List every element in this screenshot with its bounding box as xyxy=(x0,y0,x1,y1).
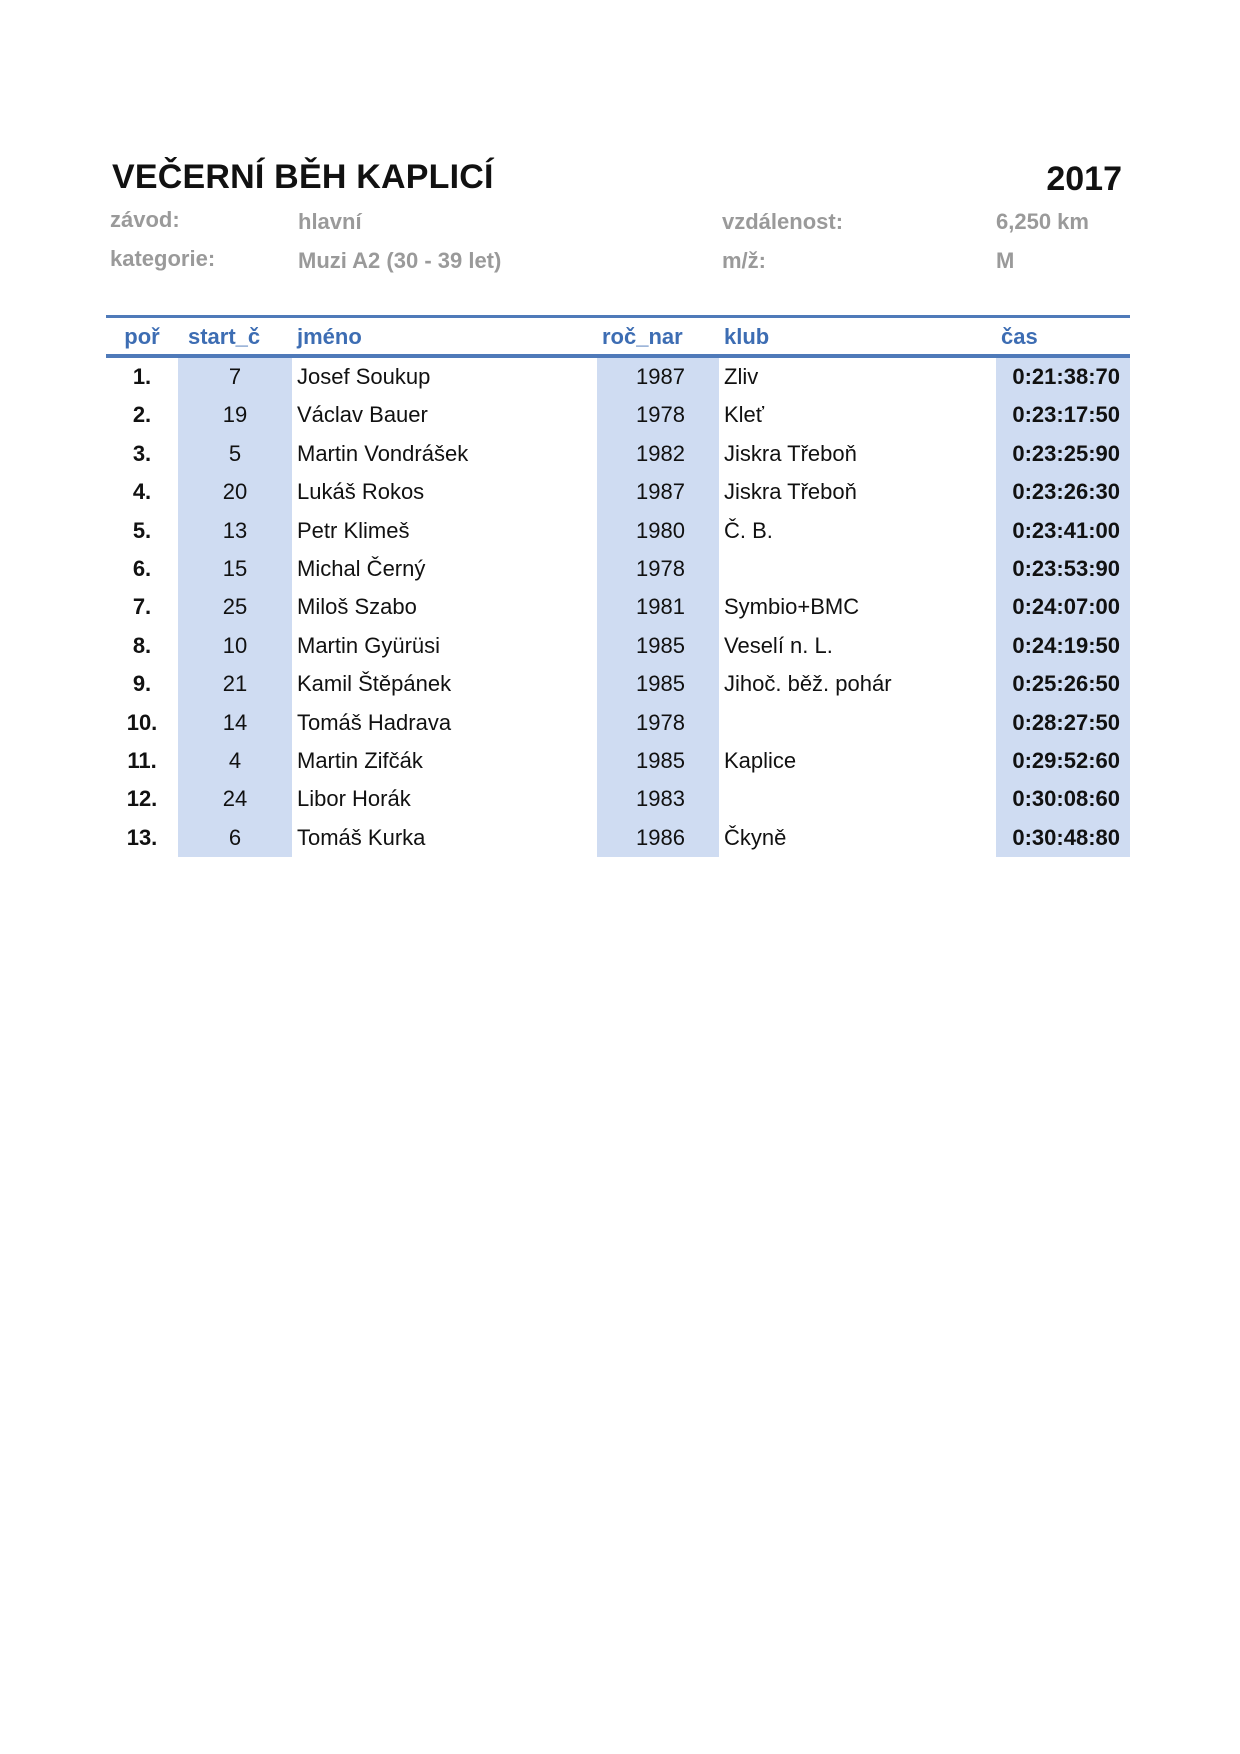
race-label: závod: xyxy=(110,207,180,232)
rank-cell: 1. xyxy=(132,364,152,389)
race-year: 2017 xyxy=(1046,160,1122,198)
column-header-club: klub xyxy=(724,324,770,349)
column-header-time: čas xyxy=(1001,324,1038,349)
rank-cell: 3. xyxy=(132,440,152,466)
rank-cell: 9. xyxy=(132,671,152,697)
birth-year-cell: 1985 xyxy=(597,627,719,665)
race-value: hlavní xyxy=(298,209,362,234)
name-cell: Tomáš Kurka xyxy=(297,824,426,850)
rank-cell: 6. xyxy=(132,555,152,581)
birth-year-cell: 1987 xyxy=(597,358,719,396)
table-row xyxy=(106,473,1130,511)
time-cell: 0:24:19:50 xyxy=(996,627,1130,665)
category-label: kategorie: xyxy=(110,246,216,271)
table-header-row xyxy=(106,318,1130,354)
birth-year-cell: 1985 xyxy=(597,665,719,703)
birth-year-cell: 1985 xyxy=(597,742,719,780)
rank-cell: 11. xyxy=(127,747,157,773)
name-cell: Josef Soukup xyxy=(297,364,431,389)
category-value: Muzi A2 (30 - 39 let) xyxy=(298,248,502,273)
birth-year-cell: 1978 xyxy=(597,396,719,434)
start-number-cell: 6 xyxy=(178,819,292,857)
time-cell: 0:24:07:00 xyxy=(996,588,1130,626)
club-cell xyxy=(719,704,996,742)
start-number-cell: 19 xyxy=(178,396,292,434)
rank-cell: 2. xyxy=(132,402,152,428)
table-row xyxy=(106,396,1130,434)
club-cell: Č. B. xyxy=(724,517,773,543)
rank-cell: 4. xyxy=(132,479,152,505)
results-table xyxy=(106,315,1130,857)
race-title: VEČERNÍ BĚH KAPLICÍ xyxy=(112,158,494,196)
table-row xyxy=(106,588,1130,626)
time-cell: 0:29:52:60 xyxy=(996,742,1130,780)
birth-year-cell: 1982 xyxy=(597,435,719,473)
time-cell: 0:21:38:70 xyxy=(996,358,1130,396)
distance-value: 6,250 km xyxy=(996,209,1089,234)
club-cell: Symbio+BMC xyxy=(724,594,860,620)
time-cell: 0:23:25:90 xyxy=(996,435,1130,473)
table-row xyxy=(106,742,1130,780)
birth-year-cell: 1980 xyxy=(597,512,719,550)
club-cell: Jiskra Třeboň xyxy=(724,479,857,505)
club-cell xyxy=(719,780,996,818)
club-cell: Zliv xyxy=(724,364,759,389)
birth-year-cell: 1987 xyxy=(597,473,719,511)
start-number-cell: 7 xyxy=(178,358,292,396)
name-cell: Kamil Štěpánek xyxy=(297,671,452,697)
table-row xyxy=(106,665,1130,703)
table-body xyxy=(106,358,1130,857)
start-number-cell: 14 xyxy=(178,704,292,742)
start-number-cell: 10 xyxy=(178,627,292,665)
rank-cell: 13. xyxy=(126,824,158,850)
name-cell: Libor Horák xyxy=(297,786,411,812)
start-number-cell: 25 xyxy=(178,588,292,626)
club-cell xyxy=(719,550,996,588)
start-number-cell: 20 xyxy=(178,473,292,511)
time-cell: 0:23:26:30 xyxy=(996,473,1130,511)
table-row xyxy=(106,512,1130,550)
column-header-start: start_č xyxy=(188,324,261,349)
table-row xyxy=(106,435,1130,473)
time-cell: 0:30:08:60 xyxy=(996,780,1130,818)
start-number-cell: 21 xyxy=(178,665,292,703)
sex-label: m/ž: xyxy=(722,248,766,273)
club-cell: Čkyně xyxy=(724,824,787,850)
time-cell: 0:23:53:90 xyxy=(996,550,1130,588)
club-cell: Kaplice xyxy=(724,747,797,773)
rank-cell: 12. xyxy=(126,786,158,812)
rank-cell: 5. xyxy=(132,517,152,543)
name-cell: Miloš Szabo xyxy=(297,594,417,620)
start-number-cell: 5 xyxy=(178,435,292,473)
rank-cell: 10. xyxy=(126,709,158,735)
time-cell: 0:25:26:50 xyxy=(996,665,1130,703)
start-number-cell: 24 xyxy=(178,780,292,818)
club-cell: Jihoč. běž. pohár xyxy=(724,671,892,697)
time-cell: 0:23:17:50 xyxy=(996,396,1130,434)
name-cell: Martin Vondrášek xyxy=(297,440,469,466)
name-cell: Václav Bauer xyxy=(297,402,428,428)
table-row xyxy=(106,780,1130,818)
table-row xyxy=(106,550,1130,588)
club-cell: Kleť xyxy=(724,402,765,428)
column-header-rank: poř xyxy=(124,324,160,349)
start-number-cell: 15 xyxy=(178,550,292,588)
name-cell: Martin Zifčák xyxy=(297,747,423,773)
birth-year-cell: 1983 xyxy=(597,780,719,818)
column-header-birth-year: roč_nar xyxy=(602,324,683,349)
table-row xyxy=(106,358,1130,396)
club-cell: Veselí n. L. xyxy=(724,632,833,658)
name-cell: Tomáš Hadrava xyxy=(297,709,452,735)
club-cell: Jiskra Třeboň xyxy=(724,440,857,466)
start-number-cell: 13 xyxy=(178,512,292,550)
birth-year-cell: 1981 xyxy=(597,588,719,626)
column-header-name: jméno xyxy=(297,324,362,349)
rank-cell: 7. xyxy=(132,594,152,620)
time-cell: 0:30:48:80 xyxy=(996,819,1130,857)
time-cell: 0:23:41:00 xyxy=(996,512,1130,550)
table-row xyxy=(106,627,1130,665)
birth-year-cell: 1986 xyxy=(597,819,719,857)
name-cell: Michal Černý xyxy=(297,555,426,581)
table-row xyxy=(106,819,1130,857)
birth-year-cell: 1978 xyxy=(597,550,719,588)
start-number-cell: 4 xyxy=(178,742,292,780)
distance-label: vzdálenost: xyxy=(722,209,844,234)
sex-value: M xyxy=(996,248,1015,273)
table-row xyxy=(106,704,1130,742)
name-cell: Lukáš Rokos xyxy=(297,479,425,505)
name-cell: Martin Gyürüsi xyxy=(297,632,441,658)
name-cell: Petr Klimeš xyxy=(297,517,410,543)
rank-cell: 8. xyxy=(132,632,152,658)
birth-year-cell: 1978 xyxy=(597,704,719,742)
time-cell: 0:28:27:50 xyxy=(996,704,1130,742)
